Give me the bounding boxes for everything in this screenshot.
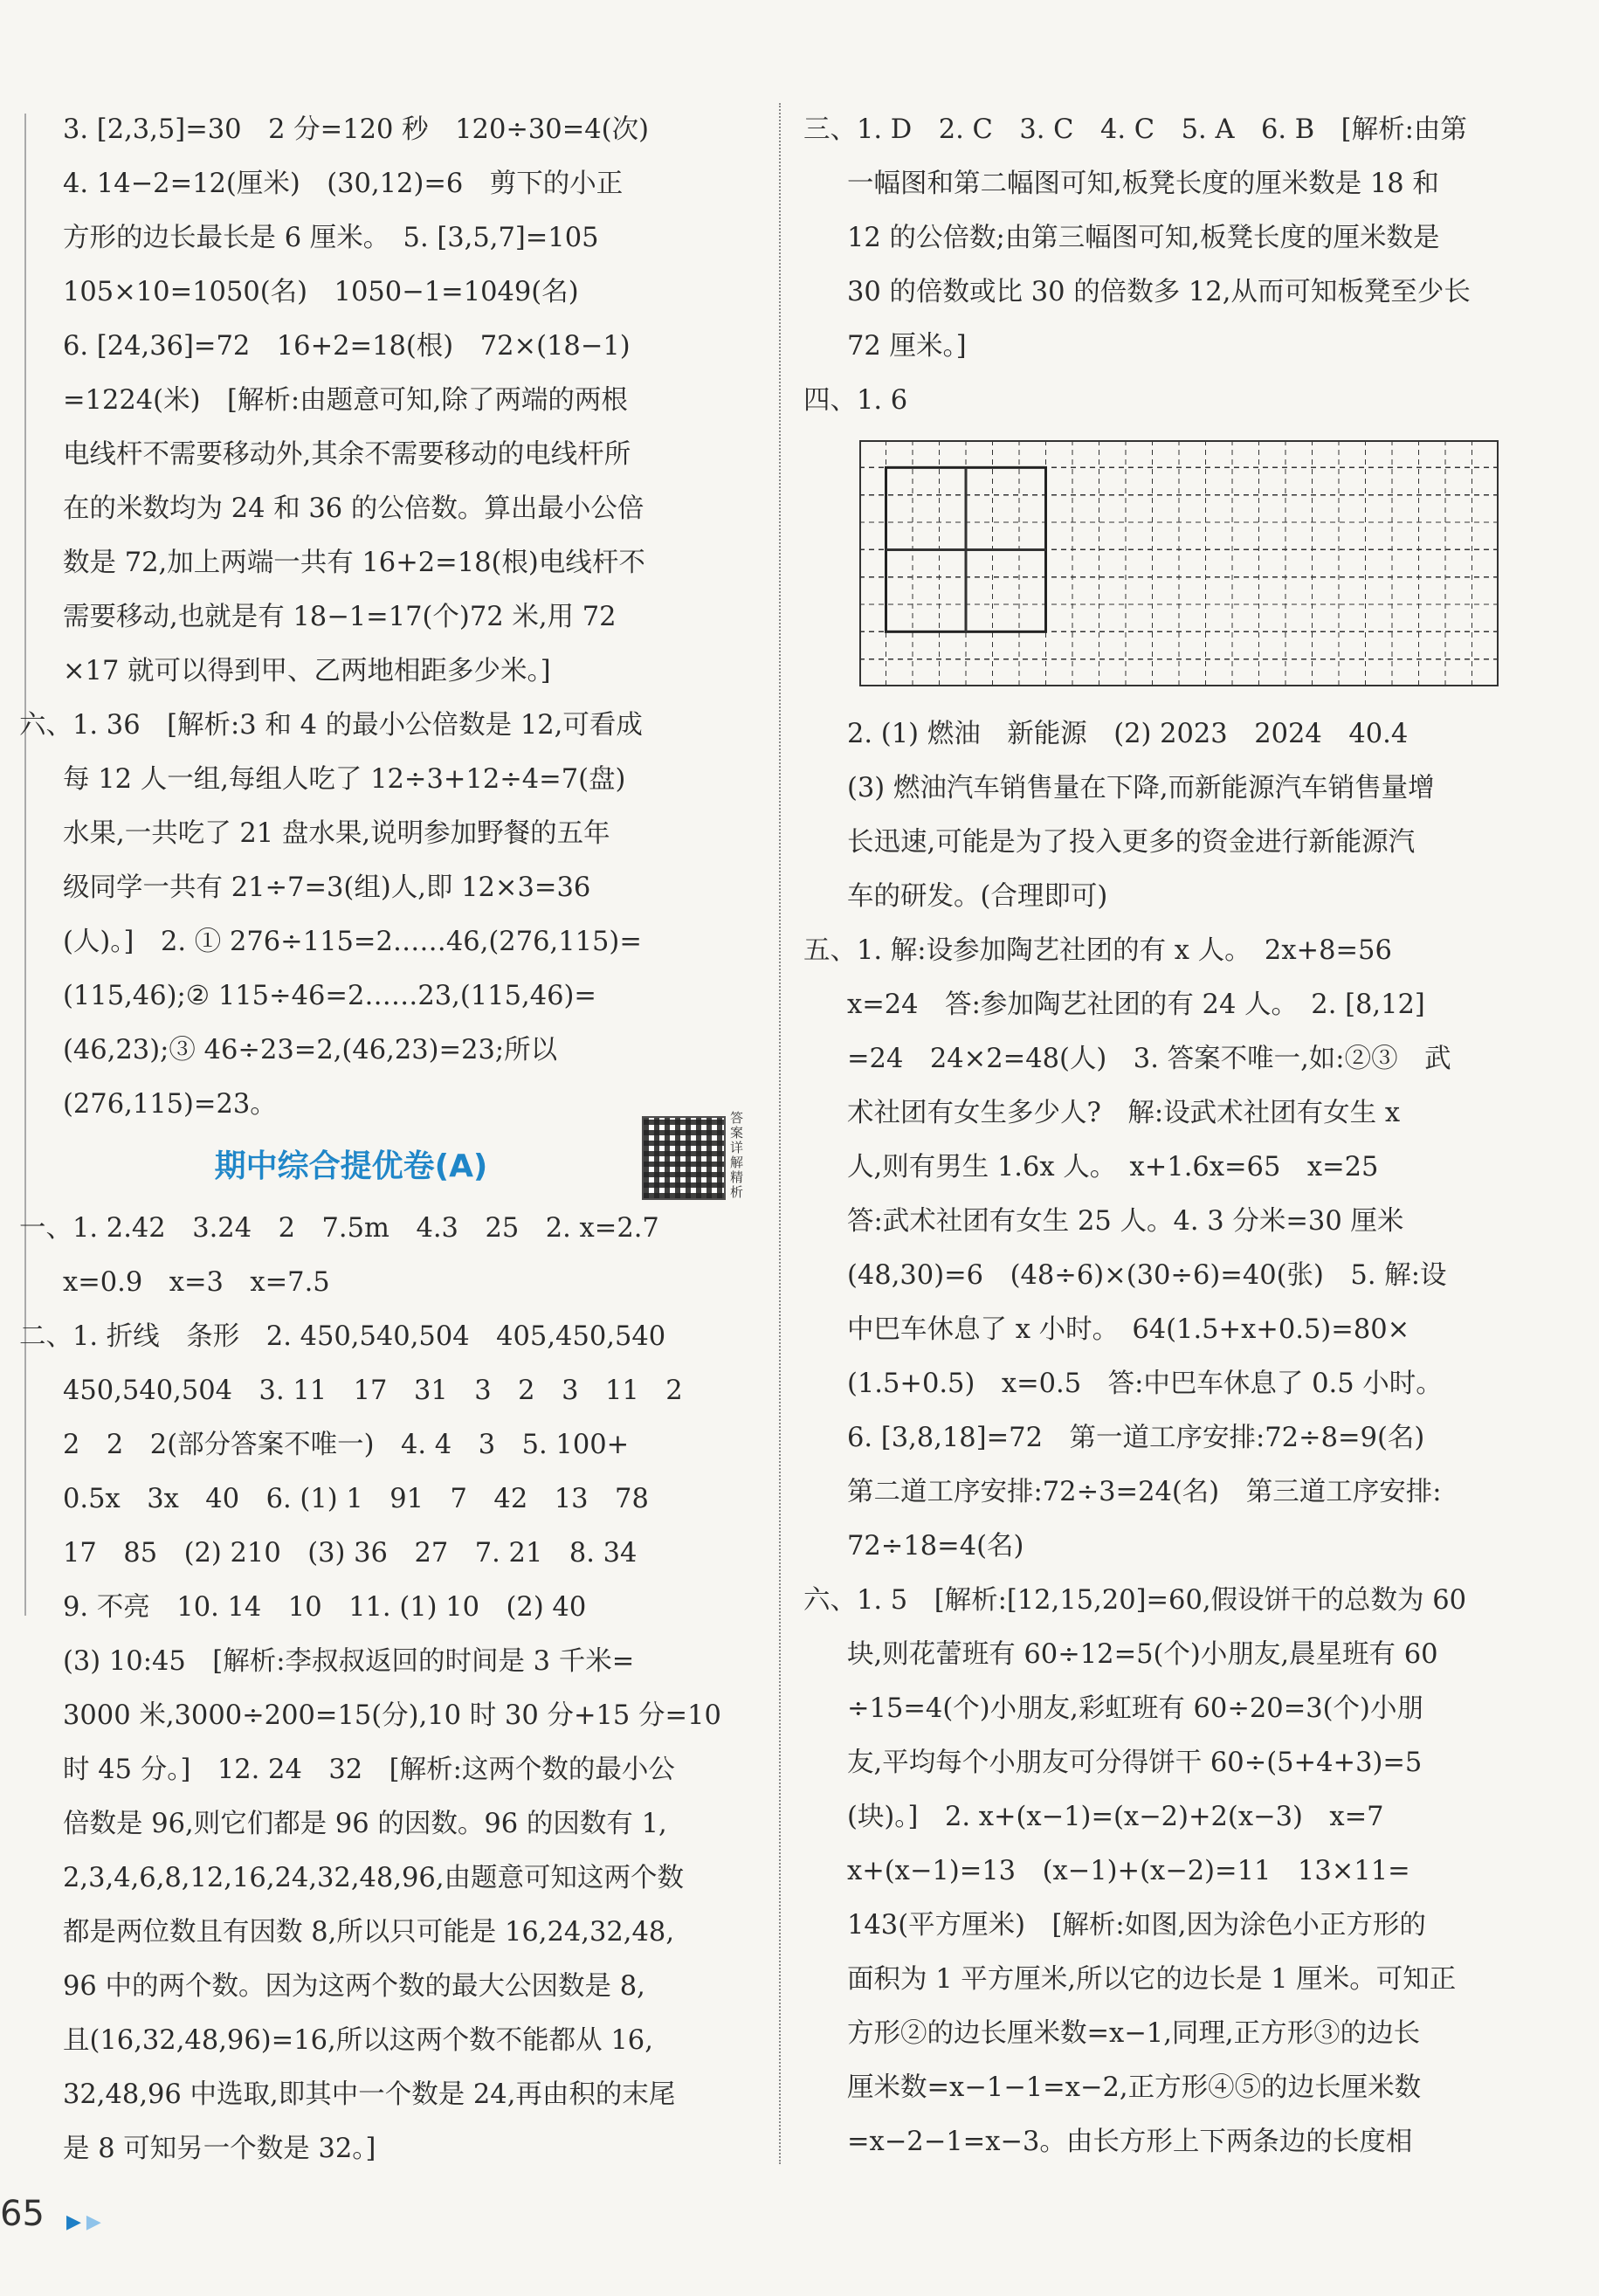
text-line: x=24 答:参加陶艺社团的有 24 人。 2. [8,12] — [847, 989, 1425, 1020]
text-line: 4. 14−2=12(厘米) (30,12)=6 剪下的小正 — [63, 169, 624, 199]
text-line: 级同学一共有 21÷7=3(组)人,即 12×3=36 — [63, 872, 591, 903]
qr-code-icon[interactable] — [642, 1116, 726, 1200]
text-line: 三、1. D 2. C 3. C 4. C 5. A 6. B [解析:由第 — [803, 114, 1467, 145]
text-line: 水果,一共吃了 21 盘水果,说明参加野餐的五年 — [63, 818, 610, 849]
text-line: 五、1. 解:设参加陶艺社团的有 x 人。 2x+8=56 — [803, 935, 1392, 966]
text-line: 6. [3,8,18]=72 第一道工序安排:72÷8=9(名) — [847, 1423, 1425, 1453]
right-column — [803, 103, 1511, 2169]
text-line: 方形②的边长厘米数=x−1,同理,正方形③的边长 — [847, 2018, 1421, 2049]
text-line: 面积为 1 平方厘米,所以它的边长是 1 厘米。可知正 — [847, 1964, 1457, 1995]
text-line: 答:武术社团有女生 25 人。4. 3 分米=30 厘米 — [847, 1206, 1404, 1237]
text-line: 数是 72,加上两端一共有 16+2=18(根)电线杆不 — [63, 548, 645, 578]
text-line: 车的研发。(合理即可) — [847, 881, 1108, 912]
text-line: 72 厘米。] — [847, 331, 967, 362]
text-line: 方形的边长最长是 6 厘米。 5. [3,5,7]=105 — [63, 223, 599, 253]
left-margin-line — [24, 114, 26, 1616]
text-line: 中巴车休息了 x 小时。 64(1.5+x+0.5)=80× — [847, 1314, 1410, 1345]
text-line: 电线杆不需要移动外,其余不需要移动的电线杆所 — [63, 439, 631, 470]
text-line: 第二道工序安排:72÷3=24(名) 第三道工序安排: — [847, 1477, 1442, 1507]
text-line: 人,则有男生 1.6x 人。 x+1.6x=65 x=25 — [847, 1152, 1379, 1182]
text-line: 是 8 可知另一个数是 32。] — [63, 2134, 376, 2164]
text-line: 3000 米,3000÷200=15(分),10 时 30 分+15 分=10 — [63, 1700, 721, 1731]
text-line: 96 中的两个数。因为这两个数的最大公因数是 8, — [63, 1971, 645, 2002]
text-line: 六、1. 5 [解析:[12,15,20]=60,假设饼干的总数为 60 — [803, 1585, 1467, 1616]
text-line: ×17 就可以得到甲、乙两地相距多少米。] — [63, 656, 551, 686]
text-line: (48,30)=6 (48÷6)×(30÷6)=40(张) 5. 解:设 — [847, 1260, 1447, 1291]
text-line: 需要移动,也就是有 18−1=17(个)72 米,用 72 — [63, 602, 617, 632]
text-line: =x−2−1=x−3。由长方形上下两条边的长度相 — [847, 2127, 1413, 2157]
column-divider — [779, 103, 781, 2164]
text-line: 一、1. 2.42 3.24 2 7.5m 4.3 25 2. x=2.7 — [19, 1213, 659, 1244]
text-line: (276,115)=23。 — [63, 1089, 277, 1120]
text-line: 倍数是 96,则它们都是 96 的因数。96 的因数有 1, — [63, 1809, 667, 1839]
text-line: 都是两位数且有因数 8,所以只可能是 16,24,32,48, — [63, 1917, 675, 1948]
next-arrows-icon: ▶▶ — [66, 2211, 107, 2233]
text-line: 且(16,32,48,96)=16,所以这两个数不能都从 16, — [63, 2025, 653, 2056]
text-line: 长迅速,可能是为了投入更多的资金进行新能源汽 — [847, 827, 1416, 858]
text-line: 9. 不亮 10. 14 10 11. (1) 10 (2) 40 — [63, 1592, 587, 1623]
page-number: 65 — [0, 2194, 45, 2234]
text-line: 友,平均每个小朋友可分得饼干 60÷(5+4+3)=5 — [847, 1748, 1423, 1778]
text-line: 术社团有女生多少人? 解:设武术社团有女生 x — [847, 1098, 1401, 1128]
text-line: 二、1. 折线 条形 2. 450,540,504 405,450,540 — [19, 1321, 666, 1352]
qr-caption: 答案详解精析 — [730, 1110, 744, 1200]
text-line: 17 85 (2) 210 (3) 36 27 7. 21 8. 34 — [63, 1538, 638, 1569]
text-line: =24 24×2=48(人) 3. 答案不唯一,如:②③ 武 — [847, 1044, 1451, 1074]
text-line: 六、1. 36 [解析:3 和 4 的最小公倍数是 12,可看成 — [19, 710, 643, 741]
text-line: x+(x−1)=13 (x−1)+(x−2)=11 13×11= — [847, 1856, 1410, 1886]
text-line: 时 45 分。] 12. 24 32 [解析:这两个数的最小公 — [63, 1755, 675, 1785]
text-line: 一幅图和第二幅图可知,板凳长度的厘米数是 18 和 — [847, 169, 1439, 199]
text-line: 143(平方厘米) [解析:如图,因为涂色小正方形的 — [847, 1910, 1426, 1941]
text-line: 厘米数=x−1−1=x−2,正方形④⑤的边长厘米数 — [847, 2072, 1422, 2103]
text-line: 2. (1) 燃油 新能源 (2) 2023 2024 40.4 — [847, 719, 1409, 749]
text-line: 450,540,504 3. 11 17 31 3 2 3 11 2 — [63, 1376, 683, 1406]
text-line: 6. [24,36]=72 16+2=18(根) 72×(18−1) — [63, 331, 631, 362]
text-line: 3. [2,3,5]=30 2 分=120 秒 120÷30=4(次) — [63, 114, 649, 145]
section-title: 期中综合提优卷(A) — [214, 1148, 488, 1184]
text-line: 30 的倍数或比 30 的倍数多 12,从而可知板凳至少长 — [847, 277, 1471, 307]
text-line: 72÷18=4(名) — [847, 1531, 1024, 1562]
text-line: ÷15=4(个)小朋友,彩虹班有 60÷20=3(个)小朋 — [847, 1693, 1423, 1724]
text-line: (块)。] 2. x+(x−1)=(x−2)+2(x−3) x=7 — [847, 1802, 1384, 1832]
text-line: 块,则花蕾班有 60÷12=5(个)小朋友,晨星班有 60 — [847, 1639, 1438, 1670]
text-line: 0.5x 3x 40 6. (1) 1 91 7 42 13 78 — [63, 1484, 649, 1514]
text-line: (3) 10:45 [解析:李叔叔返回的时间是 3 千米= — [63, 1646, 635, 1677]
grid-figure — [859, 440, 1511, 690]
text-line: 32,48,96 中选取,即其中一个数是 24,再由积的末尾 — [63, 2079, 676, 2110]
text-line: 四、1. 6 — [803, 385, 908, 416]
text-line: (115,46);② 115÷46=2……23,(115,46)= — [63, 981, 596, 1011]
text-line: 2,3,4,6,8,12,16,24,32,48,96,由题意可知这两个数 — [63, 1863, 685, 1893]
text-line: 在的米数均为 24 和 36 的公倍数。算出最小公倍 — [63, 493, 644, 524]
text-line: (3) 燃油汽车销售量在下降,而新能源汽车销售量增 — [847, 773, 1435, 803]
text-line: 2 2 2(部分答案不唯一) 4. 4 3 5. 100+ — [63, 1430, 630, 1460]
text-line: x=0.9 x=3 x=7.5 — [63, 1267, 330, 1298]
text-line: (1.5+0.5) x=0.5 答:中巴车休息了 0.5 小时。 — [847, 1369, 1443, 1399]
square-grid-diagram — [859, 440, 1499, 686]
text-line: 12 的公倍数;由第三幅图可知,板凳长度的厘米数是 — [847, 223, 1440, 253]
text-line: =1224(米) [解析:由题意可知,除了两端的两根 — [63, 385, 628, 416]
text-line: 105×10=1050(名) 1050−1=1049(名) — [63, 277, 579, 307]
text-line: (46,23);③ 46÷23=2,(46,23)=23;所以 — [63, 1035, 558, 1065]
text-line: 每 12 人一组,每组人吃了 12÷3+12÷4=7(盘) — [63, 764, 626, 795]
grid-border — [860, 441, 1498, 686]
text-line: (人)。] 2. ① 276÷115=2……46,(276,115)= — [63, 927, 642, 957]
